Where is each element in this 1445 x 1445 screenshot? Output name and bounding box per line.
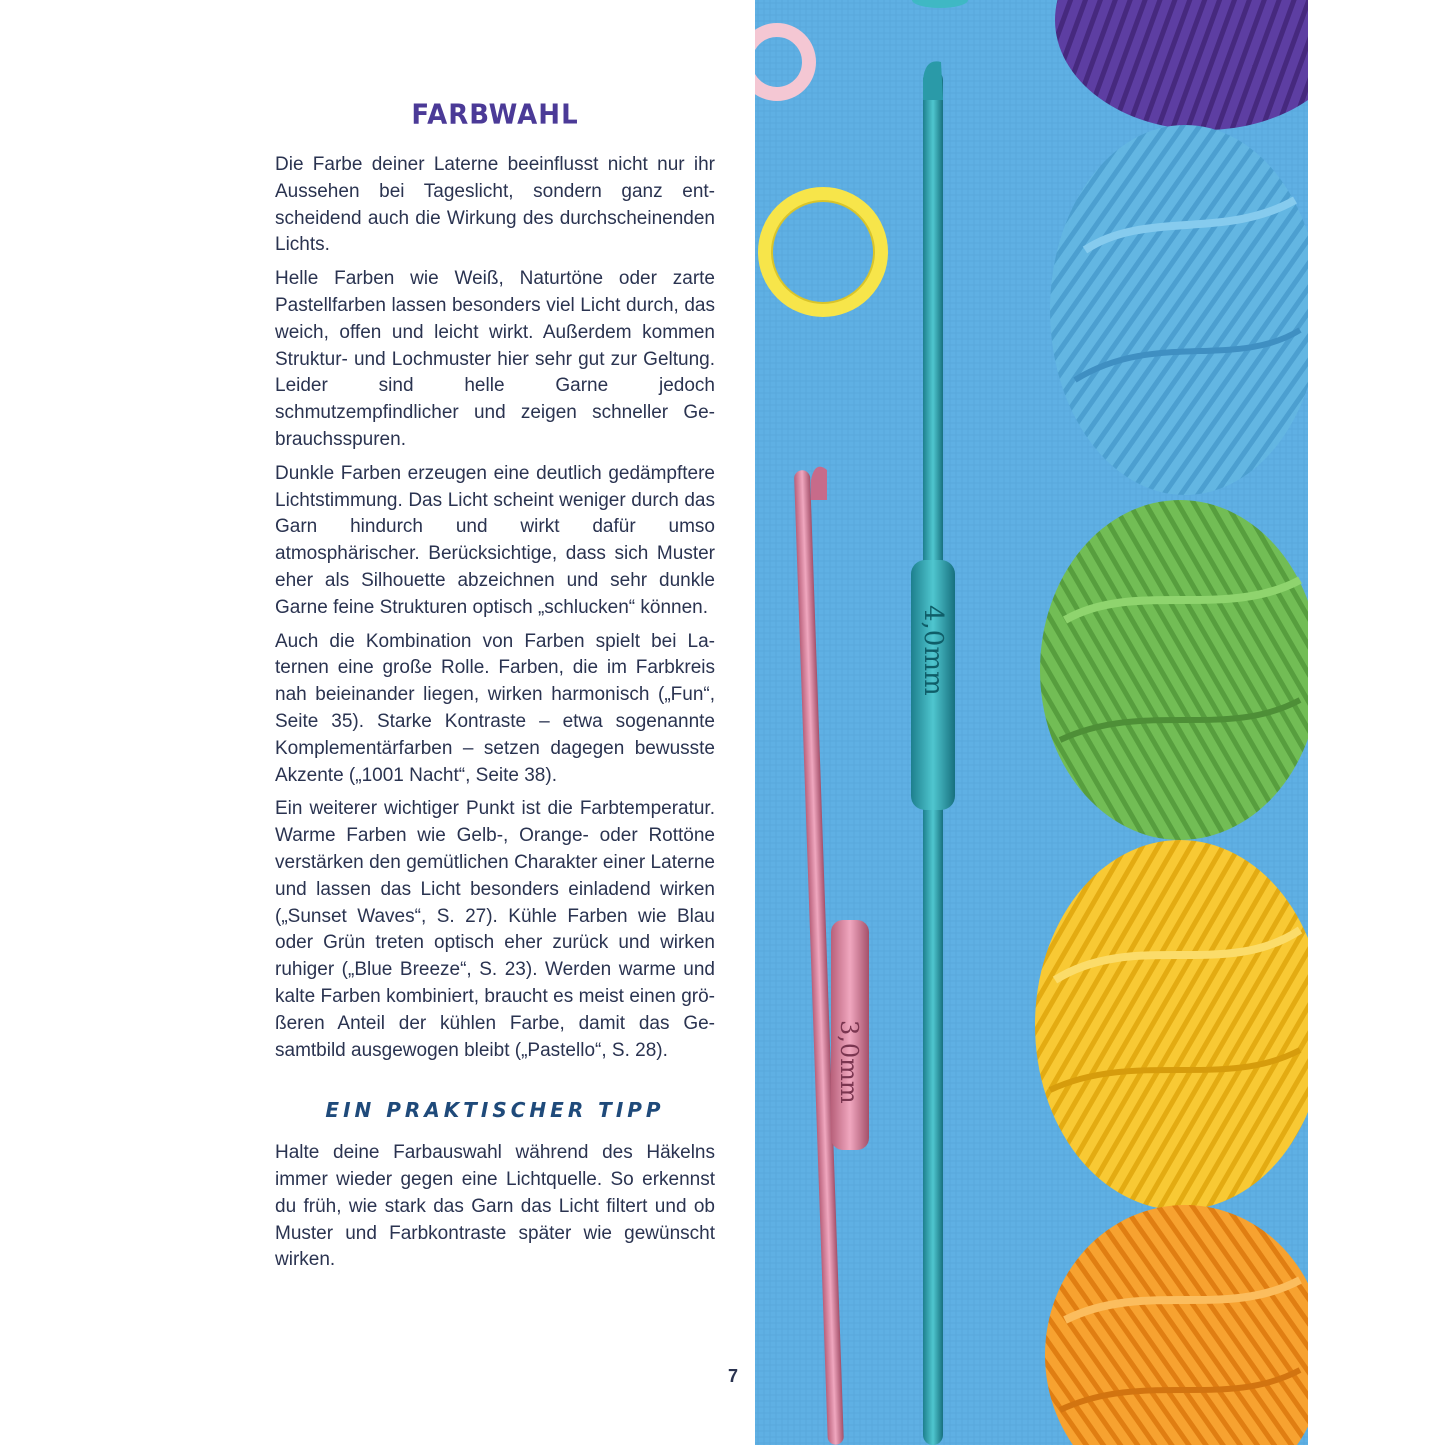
section-heading: FARBWAHL [411,99,579,131]
paragraph-light-colors: Helle Farben wie Weiß, Naturtöne oder zarte Pastellfarben lassen besonders viel Licht durch, das weich, offen und leicht wirkt. Außerdem kommen Struktur- und Lochmuster hier sehr gut zur Geltung. Leider sind helle Garne jedoch schmutzempfindlicher und zeigen schneller Gebrauchsspuren. [275,268,715,450]
text-column [275,100,715,1281]
paragraph-intro: Die Farbe deiner Laterne beeinflusst nicht nur ihr Aussehen bei Tageslicht, sondern ganz entscheidend auch die Wirkung des durchscheinenden Lichts. [275,154,715,256]
yarn-photo [755,0,1308,1445]
paragraph-dark-colors: Dunkle Farben erzeugen eine deutlich gedämpftere Lichtstimmung. Das Licht scheint weniger durch das Garn hindurch und wirkt dafür umso atmosphärischer. Berücksichtige, dass sich Muster eher als Silhouette abzeichnen und sehr dunkle Garne feine Strukturen optisch „schlucken“ können. [275,462,715,618]
paragraph-color-temperature: Ein weiterer wichtiger Punkt ist die Farbtemperatur. Warme Farben wie Gelb-, Orange- oder Rottöne verstärken den gemütlichen Charakter einer Laterne und lassen das Licht besonders einladend wirken („Sunset Waves“, S. 27). Kühle Farben wie Blau oder Grün treten optisch eher zurück und wirken ruhiger („Blue Breeze“, S. 23). Werden warme und kalte Farben kombiniert, braucht es meist einen größeren Anteil der kühlen Farbe, damit das Gesamtbild ausgewogen bleibt („Pastello“, S. 28). [275,798,715,1061]
green-yarn-ball [1040,500,1308,840]
hook-size-label-large: 4,0mm [918,605,948,696]
hook-size-label-small: 3,0mm [835,1020,863,1104]
paragraph-color-combination: Auch die Kombination von Farben spielt bei Laternen eine große Rolle. Farben, die im Farbkreis nah beieinander liegen, wirken harmonisch („Fun“, Seite 35). Starke Kontraste – etwa sogenannte Komplementärfarben – setzen dagegen bewusste Akzente („1001 Nacht“, Seite 38). [275,630,715,786]
page-number: 7 [728,1366,739,1386]
tip-paragraph: Halte deine Farbauswahl während des Häkelns immer wieder gegen eine Lichtquelle. So erkennst du früh, wie stark das Garn das Licht filtert und ob Muster und Farbkontraste später wie gewünscht wirken. [275,1142,715,1271]
tip-heading: EIN PRAKTISCHER TIPP [325,1098,665,1123]
blue-yarn-ball [1050,125,1308,495]
